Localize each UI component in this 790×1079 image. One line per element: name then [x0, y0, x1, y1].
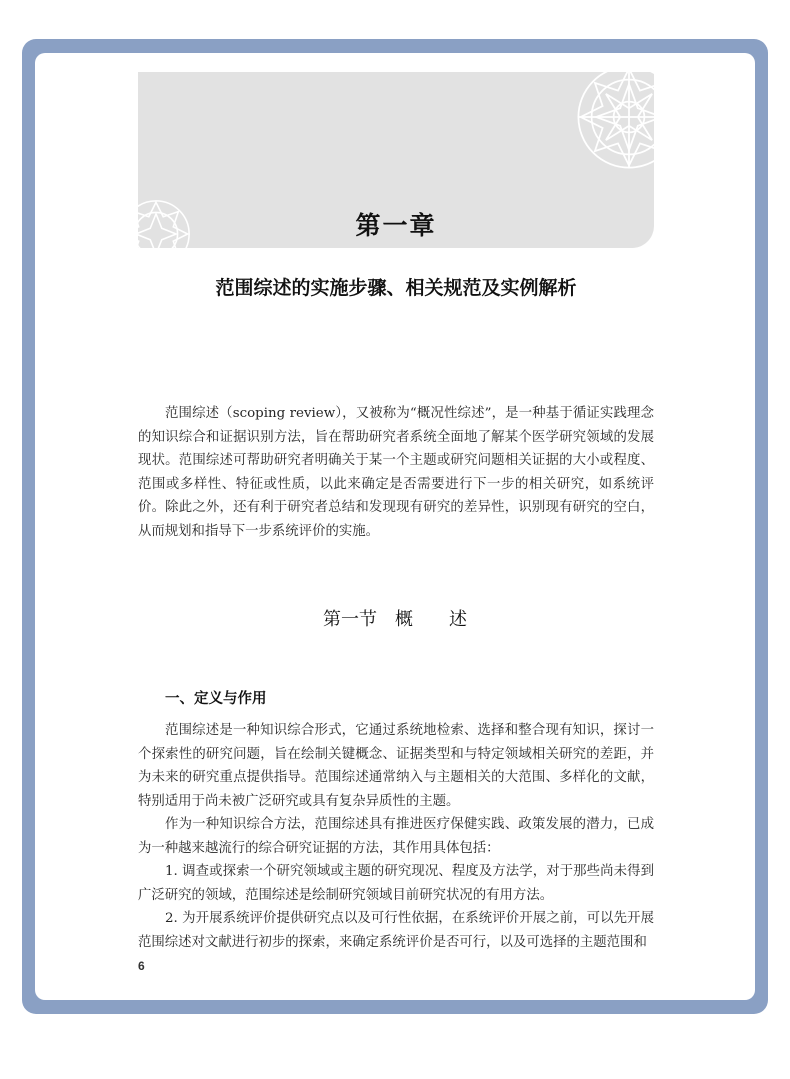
chapter-title: 范围综述的实施步骤、相关规范及实例解析: [215, 277, 577, 299]
chapter-number: 第一章: [355, 211, 437, 240]
body-paragraph: 作为一种知识综合方法，范围综述具有推进医疗保健实践、政策发展的潜力，已成为一种越来越流行的综合研究证据的方法，其作用具体包括：: [138, 817, 654, 856]
document-page: [35, 53, 755, 1000]
list-item-2: 2. 为开展系统评价提供研究点以及可行性依据，在系统评价开展之前，可以先开展范围综述对文献进行初步的探索，来确定系统评价是否可行，以及可选择的主题范围和: [138, 911, 654, 950]
page-frame: [22, 39, 768, 1014]
rosette-ornament-icon: [574, 72, 654, 172]
intro-paragraph: 范围综述（scoping review），又被称为“概况性综述”，是一种基于循证实践理念的知识综合和证据识别方法，旨在帮助研究者系统全面地了解某个医学研究领域的发展现状。范围综述可帮助研究者明确关于某一个主题或研究问题相关证据的大小或程度、范围或多样性、特征或性质，以此来确定是否需要进行下一步的相关研究，如系统评价。除此之外，还有利于研究者总结和发现现有研究的差异性，识别现有研究的空白，从而规划和指导下一步系统评价的实施。: [138, 406, 654, 539]
body-paragraph: 范围综述是一种知识综合形式，它通过系统地检索、选择和整合现有知识，探讨一个探索性的研究问题，旨在绘制关键概念、证据类型和与特定领域相关研究的差距，并为未来的研究重点提供指导。范围综述通常纳入与主题相关的大范围、多样化的文献，特别适用于尚未被广泛研究或具有复杂异质性的主题。: [138, 723, 654, 809]
chapter-banner: [138, 72, 654, 248]
subsection-title: 一、定义与作用: [165, 690, 267, 707]
list-item-1: 1. 调查或探索一个研究领域或主题的研究现况、程度及方法学，对于那些尚未得到广泛研究的领域，范围综述是绘制研究领域目前研究状况的有用方法。: [138, 864, 654, 903]
section-title: 第一节 概 述: [323, 609, 467, 630]
page-number: 6: [138, 959, 145, 973]
